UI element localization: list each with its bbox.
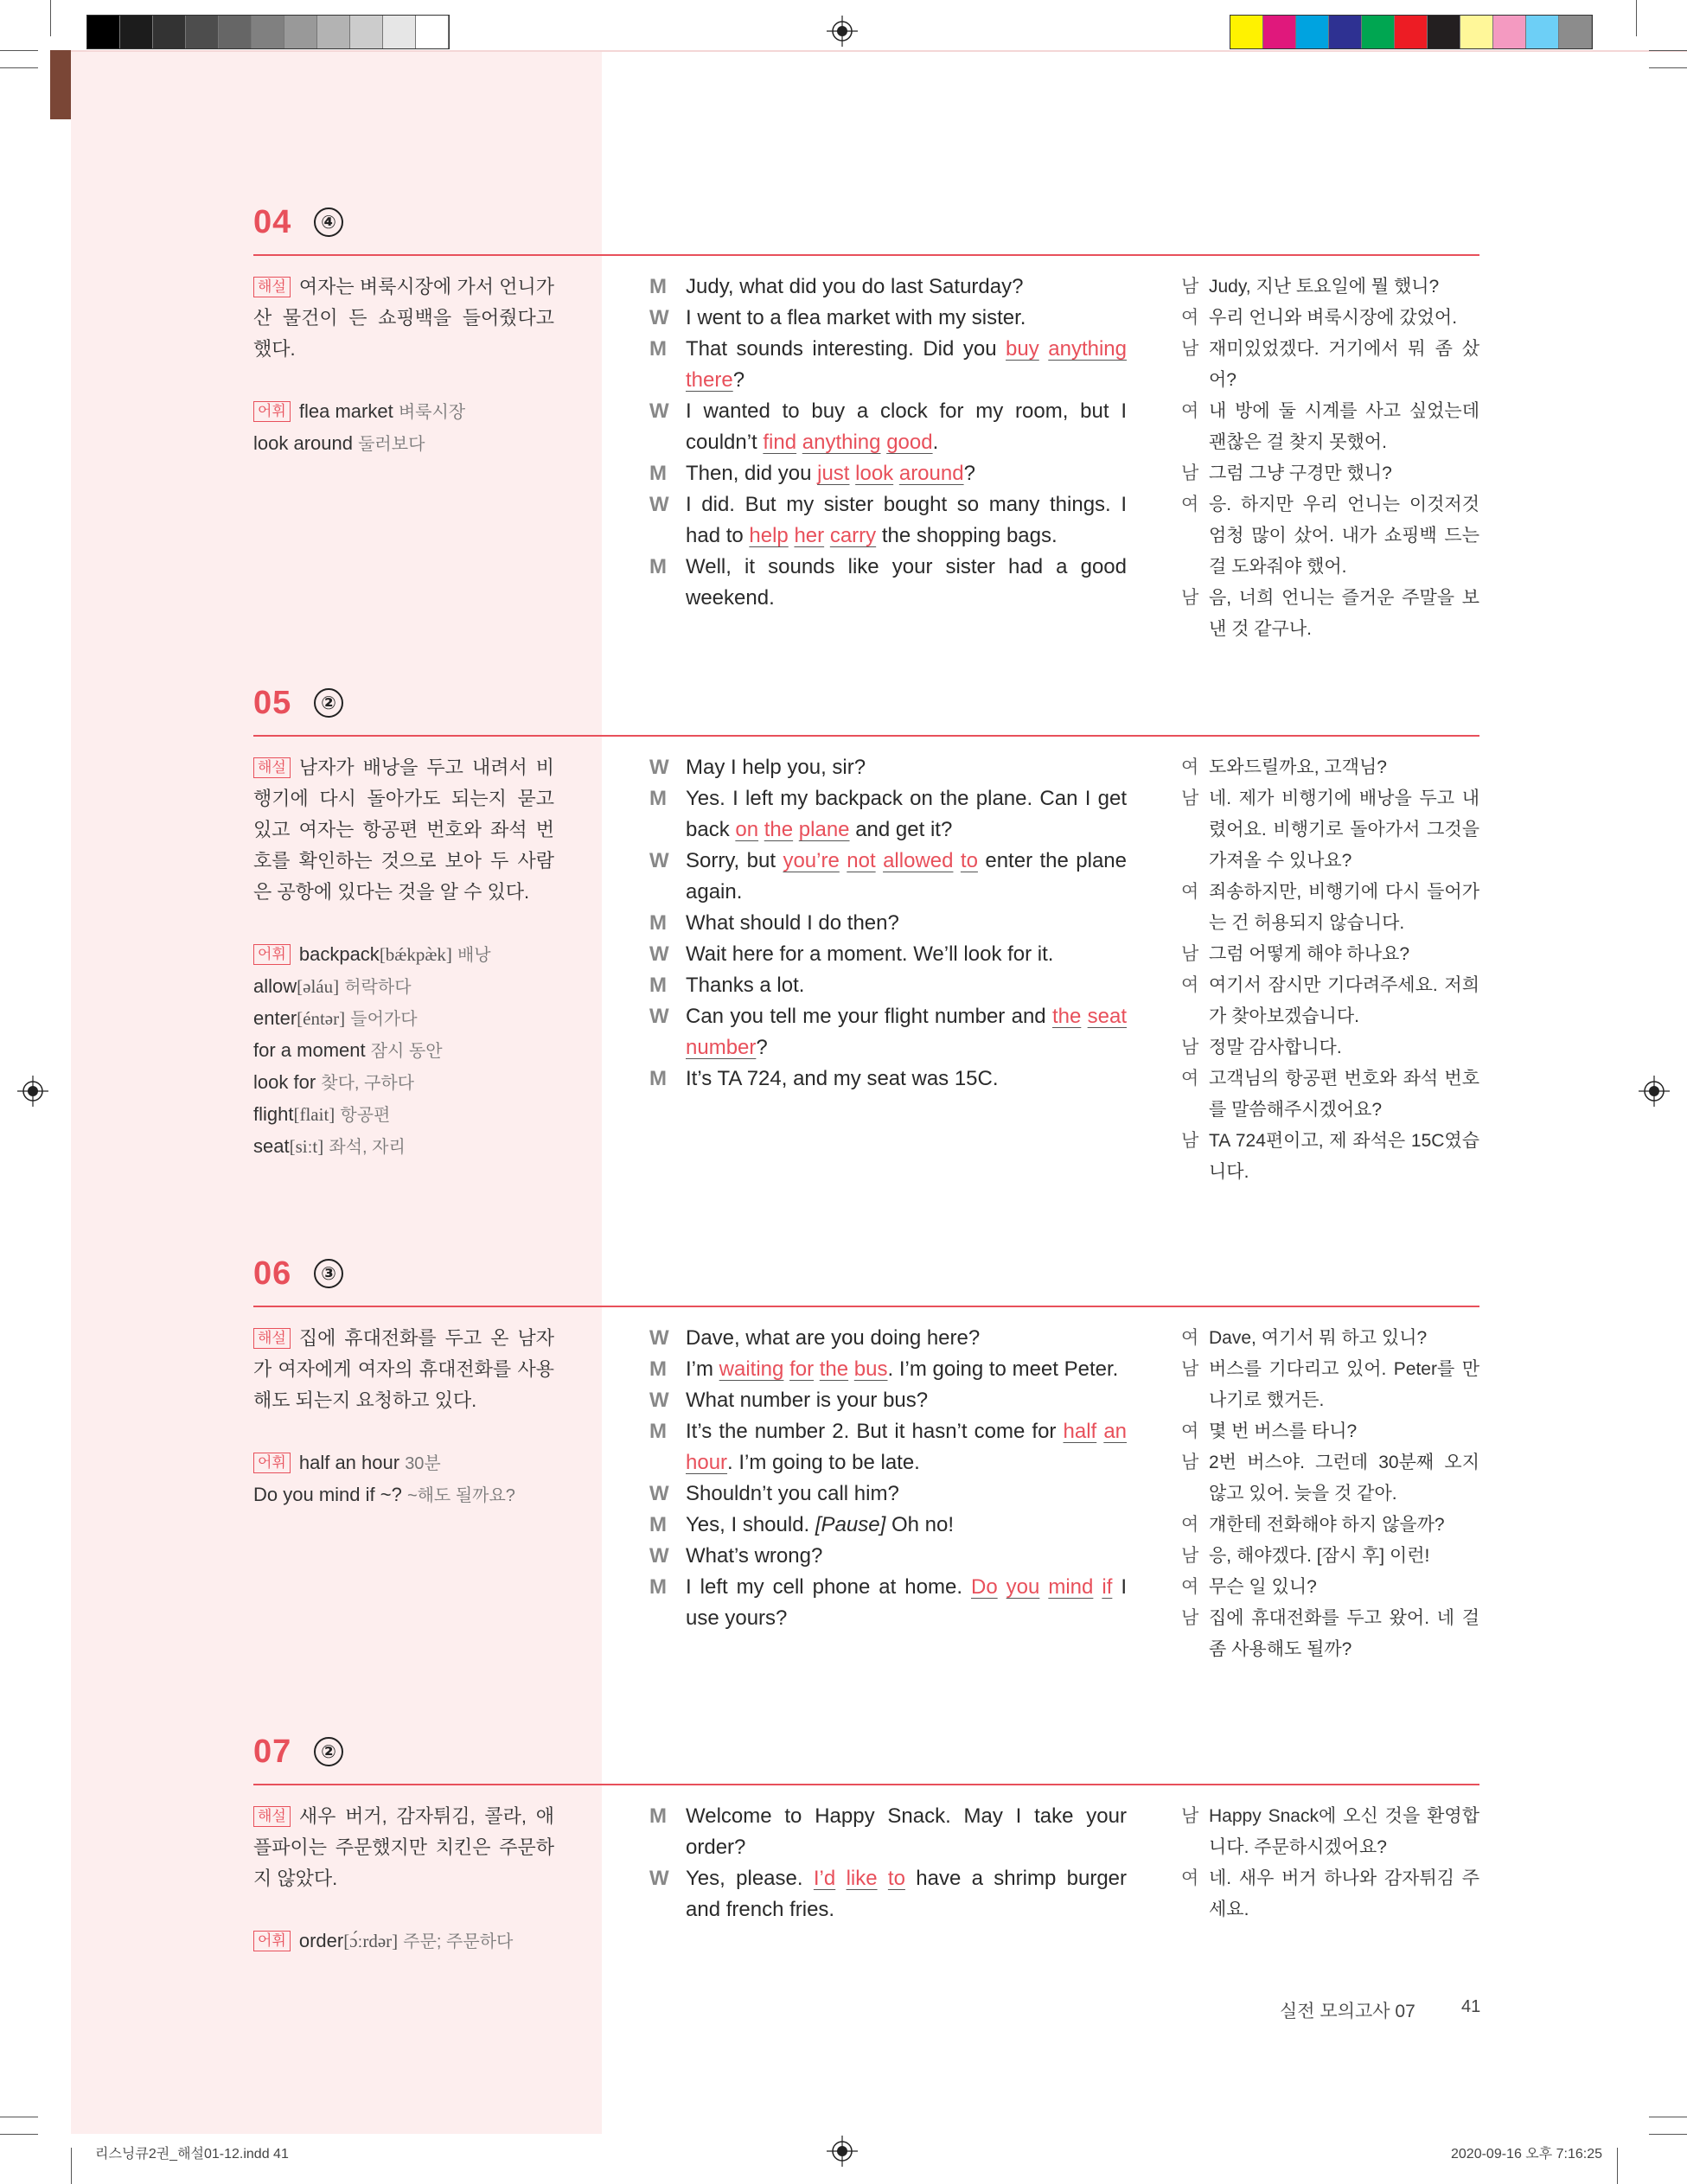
translation-speaker: 남	[1181, 339, 1199, 359]
slug-filename: 리스닝큐2권_해설01-12.indd 41	[95, 2147, 289, 2162]
vocab-gloss: 찾다, 구하다	[321, 1074, 414, 1093]
translation-speaker: 여	[1181, 975, 1199, 995]
vocab-gloss: ~해도 될까요?	[406, 1486, 515, 1505]
spacer	[253, 908, 554, 939]
translation-speaker: 남	[1181, 1546, 1199, 1566]
explanation-tag: 해설	[253, 1328, 291, 1349]
vocab-word: half an hour	[298, 1452, 400, 1473]
section-divider	[253, 1306, 1479, 1307]
explanation-column	[253, 271, 554, 460]
explanation-tag: 해설	[253, 277, 291, 297]
color-swatch	[1296, 16, 1329, 48]
vocab-gloss: 허락하다	[344, 978, 412, 997]
utterance: It’s the number 2. But it hasn’t come for half an hour. I’m going to be late.	[686, 1416, 1127, 1478]
utterance: Yes, please. I’d like to have a shrimp burger and french fries.	[686, 1863, 1127, 1925]
translation-turn	[1181, 334, 1479, 396]
speaker-label: M	[649, 1575, 667, 1599]
translation-turn	[1181, 458, 1479, 489]
vocab-word: Do you mind if ~?	[253, 1484, 402, 1505]
vocab-tag: 어휘	[253, 1453, 291, 1473]
color-swatch	[153, 16, 186, 48]
speaker-label: M	[649, 1513, 667, 1536]
answer-circle: ②	[314, 1737, 343, 1766]
translation-speaker: 남	[1181, 1131, 1199, 1151]
speaker-label: W	[649, 1482, 669, 1505]
utterance: Yes. I left my backpack on the plane. Can I get back on the plane and get it?	[686, 783, 1127, 846]
translation-turn	[1181, 1541, 1479, 1572]
vocab-word: for a moment	[253, 1039, 366, 1061]
color-swatch	[120, 16, 153, 48]
section-divider	[253, 735, 1479, 737]
explanation-text: 새우 버거, 감자튀김, 콜라, 애플파이는 주문했지만 치킨은 주문하지 않았다.	[253, 1805, 554, 1889]
translation-turn	[1181, 939, 1479, 970]
section-divider	[253, 254, 1479, 256]
translation-text: TA 724편이고, 제 좌석은 15C였습니다.	[1209, 1131, 1479, 1182]
translation-text: 집에 휴대전화를 두고 왔어. 네 걸 좀 사용해도 될까?	[1209, 1608, 1479, 1659]
answer-blank: you	[1006, 1575, 1040, 1599]
color-swatch	[1460, 16, 1493, 48]
vocab-phonetic: [bǽkpæ̀k]	[379, 944, 452, 965]
translation	[1181, 752, 1479, 1188]
answer-blank: to	[960, 849, 978, 872]
speaker-label: W	[649, 1544, 669, 1568]
answer-blank: there	[686, 368, 733, 392]
utterance: It’s TA 724, and my seat was 15C.	[686, 1067, 999, 1090]
utterance: What’s wrong?	[686, 1544, 823, 1568]
vocab-word: allow	[253, 975, 297, 997]
answer-circle: ④	[314, 208, 343, 237]
speaker-label: W	[649, 1005, 669, 1028]
translation-text: 음, 너희 언니는 즐거운 주말을 보낸 것 같구나.	[1209, 588, 1479, 639]
question-number: 05	[253, 685, 292, 721]
color-swatch	[1230, 16, 1263, 48]
vocab-entry	[253, 939, 554, 971]
explanation-column	[253, 1323, 554, 1511]
slug-date: 2020-09-16 오후 7:16:25	[1451, 2147, 1603, 2162]
color-swatch	[219, 16, 252, 48]
explanation-tag: 해설	[253, 1806, 291, 1827]
translation-turn	[1181, 1863, 1479, 1925]
utterance: Wait here for a moment. We’ll look for it.	[686, 942, 1054, 966]
color-swatch	[383, 16, 416, 48]
speaker-label: W	[649, 942, 669, 966]
speaker-label: W	[649, 1389, 669, 1412]
footer-title: 실전 모의고사 07	[1280, 2002, 1415, 2021]
speaker-label: M	[649, 275, 667, 298]
answer-blank: anything	[1048, 337, 1128, 361]
utterance: I did. But my sister bought so many things. I had to help her carry the shopping bags.	[686, 489, 1127, 552]
translation-text: 응. 하지만 우리 언니는 이것저것 엄청 많이 샀어. 내가 쇼핑백 드는 걸 도와줘야 했어.	[1209, 495, 1479, 577]
speaker-label: M	[649, 911, 667, 935]
translation-speaker: 여	[1181, 1328, 1199, 1348]
answer-circle: ②	[314, 688, 343, 718]
translation-text: 버스를 기다리고 있어. Peter를 만나기로 했거든.	[1209, 1359, 1479, 1410]
translation-turn	[1181, 1416, 1479, 1447]
translation-speaker: 여	[1181, 401, 1199, 421]
vocab-gloss: 들어가다	[350, 1010, 418, 1029]
translation-turn	[1181, 1603, 1479, 1665]
translation-turn	[1181, 1032, 1479, 1063]
answer-blank: Do	[970, 1575, 998, 1599]
answer-blank: find	[763, 431, 797, 454]
translation-turn	[1181, 1063, 1479, 1126]
answer-blank: help	[749, 524, 789, 547]
answer-blank: like	[846, 1867, 878, 1890]
answer-blank: good	[886, 431, 933, 454]
answer-blank: half	[1063, 1420, 1097, 1443]
speaker-label: W	[649, 399, 669, 423]
translation	[1181, 1801, 1479, 1925]
explanation-text: 집에 휴대전화를 두고 온 남자가 여자에게 여자의 휴대전화를 사용해도 되는지 요청하고 있다.	[253, 1327, 554, 1411]
translation-speaker: 남	[1181, 588, 1199, 608]
vocab-entry	[253, 1925, 554, 1957]
speaker-label: M	[649, 1357, 667, 1381]
speaker-label: M	[649, 787, 667, 810]
translation-speaker: 여	[1181, 882, 1199, 902]
color-swatch	[317, 16, 350, 48]
vocab-gloss: 30분	[405, 1454, 441, 1473]
translation-speaker: 남	[1181, 1038, 1199, 1057]
translation-speaker: 남	[1181, 1806, 1199, 1826]
vocab-gloss: 배낭	[457, 946, 491, 965]
explanation-column	[253, 1801, 554, 1957]
utterance: Then, did you just look around?	[686, 458, 1127, 489]
vocab-tag: 어휘	[253, 401, 291, 422]
speaker-label: M	[649, 462, 667, 485]
translation-speaker: 남	[1181, 277, 1199, 297]
translation-speaker: 여	[1181, 757, 1199, 777]
vocab-entry	[253, 1099, 554, 1131]
translation-speaker: 여	[1181, 1868, 1199, 1888]
translation-text: 정말 감사합니다.	[1209, 1038, 1342, 1057]
utterance: I wanted to buy a clock for my room, but I couldn’t find anything good.	[686, 396, 1127, 458]
translation-text: 재미있었겠다. 거기에서 뭐 좀 샀어?	[1209, 339, 1479, 390]
vocab-entry	[253, 1035, 554, 1067]
vocab-gloss: 주문; 주문하다	[403, 1932, 514, 1951]
edge-tab	[50, 50, 71, 119]
vocab-phonetic: [ɔ́ːrdər]	[343, 1931, 399, 1951]
answer-blank: buy	[1006, 337, 1039, 361]
vocab-entry	[253, 1447, 554, 1479]
translation	[1181, 1323, 1479, 1665]
translation-speaker: 여	[1181, 495, 1199, 514]
translation-text: Dave, 여기서 뭐 하고 있니?	[1209, 1328, 1428, 1348]
color-swatch	[1526, 16, 1559, 48]
answer-circle: ③	[314, 1259, 343, 1288]
question-number: 06	[253, 1255, 292, 1292]
answer-blank: on	[735, 818, 759, 841]
vocab-tag: 어휘	[253, 944, 291, 965]
answer-blank: to	[887, 1867, 905, 1890]
vocab-entry	[253, 1067, 554, 1099]
translation-text: 2번 버스야. 그런데 30분째 오지 않고 있어. 늦을 것 같아.	[1209, 1453, 1479, 1504]
utterance: May I help you, sir?	[686, 756, 866, 779]
translation-turn	[1181, 877, 1479, 939]
translation-speaker: 여	[1181, 1515, 1199, 1535]
registration-mark-icon	[17, 1076, 48, 1107]
translation-speaker: 남	[1181, 463, 1199, 483]
explanation-text: 남자가 배낭을 두고 내려서 비행기에 다시 돌아가도 되는지 묻고 있고 여자는 항공편 번호와 좌석 번호를 확인하는 것으로 보아 두 사람은 공항에 있다는 것을 알 수 있다.	[253, 757, 554, 903]
answer-blank: not	[847, 849, 876, 872]
answer-blank: the	[1051, 1005, 1082, 1028]
speaker-label: M	[649, 555, 667, 578]
color-swatch	[1493, 16, 1526, 48]
utterance: Sorry, but you’re not allowed to enter the plane again.	[686, 846, 1127, 908]
vocab-entry	[253, 1479, 554, 1511]
translation-turn	[1181, 489, 1479, 583]
vocab-gloss: 벼룩시장	[398, 403, 466, 422]
top-bleed-line	[71, 50, 1687, 52]
speaker-label: W	[649, 306, 669, 329]
translation-speaker: 여	[1181, 1577, 1199, 1597]
vocab-word: flea market	[298, 400, 393, 422]
page-number: 41	[1461, 1997, 1481, 2016]
translation-speaker: 남	[1181, 1359, 1199, 1379]
utterance: What should I do then?	[686, 911, 899, 935]
vocab-tag: 어휘	[253, 1931, 291, 1951]
registration-mark-icon	[1639, 1076, 1670, 1107]
answer-blank: bus	[853, 1357, 888, 1381]
vocab-entry	[253, 428, 554, 460]
color-swatch-bar	[1230, 15, 1593, 49]
explanation	[253, 752, 554, 908]
translation-text: 고객님의 항공편 번호와 좌석 번호를 말씀해주시겠어요?	[1209, 1069, 1479, 1120]
translation-text: 네. 새우 버거 하나와 감자튀김 주세요.	[1209, 1868, 1479, 1919]
translation-turn	[1181, 1323, 1479, 1354]
translation-text: 우리 언니와 벼룩시장에 갔었어.	[1209, 308, 1458, 328]
translation-text: 무슨 일 있니?	[1209, 1577, 1317, 1597]
translation-speaker: 남	[1181, 789, 1199, 808]
translation-text: 걔한테 전화해야 하지 않을까?	[1209, 1515, 1445, 1535]
color-swatch	[252, 16, 284, 48]
answer-blank: her	[794, 524, 825, 547]
utterance: Yes, I should. [Pause] Oh no!	[686, 1513, 954, 1536]
speaker-label: W	[649, 1326, 669, 1350]
translation-turn	[1181, 970, 1479, 1032]
answer-blank: look	[855, 462, 894, 485]
explanation	[253, 1323, 554, 1416]
speaker-label: M	[649, 1804, 667, 1828]
answer-blank: an	[1103, 1420, 1128, 1443]
spacer	[253, 1416, 554, 1447]
spacer	[253, 1894, 554, 1925]
explanation	[253, 1801, 554, 1894]
translation-turn	[1181, 1354, 1479, 1416]
translation-turn	[1181, 1510, 1479, 1541]
vocab-gloss: 좌석, 자리	[329, 1138, 406, 1157]
translation-turn	[1181, 783, 1479, 877]
answer-blank: allowed	[883, 849, 954, 872]
translation	[1181, 271, 1479, 645]
vocab-word: look around	[253, 432, 353, 454]
vocab-entry	[253, 1003, 554, 1035]
vocab-word: flight	[253, 1103, 294, 1125]
utterance: Can you tell me your flight number and the seat number?	[686, 1001, 1127, 1063]
translation-speaker: 남	[1181, 1453, 1199, 1472]
spacer	[253, 365, 554, 396]
translation-text: 죄송하지만, 비행기에 다시 들어가는 건 허용되지 않습니다.	[1209, 882, 1479, 933]
answer-blank: carry	[829, 524, 877, 547]
speaker-label: W	[649, 493, 669, 516]
answer-blank: if	[1102, 1575, 1113, 1599]
vocab-word: order	[298, 1930, 344, 1951]
answer-blank: the	[764, 818, 794, 841]
speaker-label: M	[649, 337, 667, 361]
color-swatch	[1329, 16, 1362, 48]
color-swatch	[1395, 16, 1428, 48]
answer-blank: you’re	[783, 849, 840, 872]
utterance: I went to a flea market with my sister.	[686, 306, 1026, 329]
color-swatch	[1362, 16, 1395, 48]
translation-text: Judy, 지난 토요일에 뭘 했니?	[1209, 277, 1440, 297]
translation-text: 몇 번 버스를 타니?	[1209, 1421, 1358, 1441]
vocab-gloss: 항공편	[340, 1106, 391, 1125]
answer-blank: hour	[686, 1451, 728, 1474]
color-swatch	[350, 16, 383, 48]
translation-speaker: 남	[1181, 1608, 1199, 1628]
translation-turn	[1181, 1126, 1479, 1188]
translation-turn	[1181, 271, 1479, 303]
color-swatch	[87, 16, 120, 48]
color-swatch	[1559, 16, 1592, 48]
speaker-label: M	[649, 1420, 667, 1443]
translation-turn	[1181, 583, 1479, 645]
speaker-label: W	[649, 1867, 669, 1890]
question-number: 07	[253, 1734, 292, 1770]
translation-turn	[1181, 752, 1479, 783]
vocab-entry	[253, 971, 554, 1003]
translation-text: Happy Snack에 오신 것을 환영합니다. 주문하시겠어요?	[1209, 1806, 1479, 1857]
translation-text: 여기서 잠시만 기다려주세요. 저희가 찾아보겠습니다.	[1209, 975, 1479, 1026]
color-swatch	[186, 16, 219, 48]
stage-direction: [Pause]	[815, 1513, 886, 1536]
translation-speaker: 여	[1181, 1421, 1199, 1441]
translation-turn	[1181, 1801, 1479, 1863]
answer-blank: waiting	[719, 1357, 784, 1381]
utterance: Welcome to Happy Snack. May I take your order?	[686, 1804, 1127, 1859]
speaker-label: M	[649, 974, 667, 997]
translation-speaker: 남	[1181, 944, 1199, 964]
answer-blank: plane	[798, 818, 850, 841]
color-swatch	[284, 16, 317, 48]
gray-swatch-bar	[86, 15, 450, 49]
utterance: That sounds interesting. Did you buy anything there?	[686, 334, 1127, 396]
vocab-entry	[253, 396, 554, 428]
translation-text: 그럼 그냥 구경만 했니?	[1209, 463, 1392, 483]
translation-turn	[1181, 303, 1479, 334]
speaker-label: W	[649, 756, 669, 779]
answer-blank: anything	[802, 431, 881, 454]
translation-speaker: 여	[1181, 308, 1199, 328]
section-divider	[253, 1784, 1479, 1785]
vocab-phonetic: [flait]	[293, 1104, 335, 1125]
speaker-label: M	[649, 1067, 667, 1090]
vocab-word: backpack	[298, 943, 380, 965]
answer-blank: around	[898, 462, 964, 485]
vocab-entry	[253, 1131, 554, 1163]
answer-blank: number	[686, 1036, 757, 1059]
translation-speaker: 여	[1181, 1069, 1199, 1089]
registration-mark-icon	[827, 2136, 858, 2167]
vocab-phonetic: [siːt]	[289, 1136, 324, 1157]
translation-text: 그럼 어떻게 해야 하나요?	[1209, 944, 1410, 964]
vocab-phonetic: [əláu]	[297, 976, 340, 997]
translation-text: 도와드릴까요, 고객님?	[1209, 757, 1387, 777]
utterance: Well, it sounds like your sister had a good weekend.	[686, 555, 1127, 610]
vocab-gloss: 잠시 동안	[370, 1042, 443, 1061]
answer-blank: mind	[1048, 1575, 1094, 1599]
utterance: Dave, what are you doing here?	[686, 1326, 981, 1350]
translation-turn	[1181, 1447, 1479, 1510]
translation-turn	[1181, 396, 1479, 458]
color-swatch	[416, 16, 449, 48]
explanation-tag: 해설	[253, 757, 291, 778]
utterance: What number is your bus?	[686, 1389, 929, 1412]
vocab-word: enter	[253, 1007, 297, 1029]
explanation	[253, 271, 554, 365]
utterance: Shouldn’t you call him?	[686, 1482, 899, 1505]
speaker-label: W	[649, 849, 669, 872]
vocab-phonetic: [éntər]	[297, 1008, 346, 1029]
translation-turn	[1181, 1572, 1479, 1603]
utterance: I’m waiting for the bus. I’m going to meet Peter.	[686, 1354, 1127, 1385]
utterance: I left my cell phone at home. Do you mind if I use yours?	[686, 1572, 1127, 1634]
answer-blank: seat	[1087, 1005, 1128, 1028]
explanation-column	[253, 752, 554, 1163]
color-swatch	[1428, 16, 1460, 48]
vocab-word: seat	[253, 1135, 290, 1157]
vocab-gloss: 둘러보다	[358, 435, 425, 454]
vocab-word: look for	[253, 1071, 316, 1093]
translation-text: 네. 제가 비행기에 배낭을 두고 내렸어요. 비행기로 돌아가서 그것을 가져올 수 있나요?	[1209, 789, 1479, 871]
color-swatch	[1263, 16, 1296, 48]
utterance: Thanks a lot.	[686, 974, 805, 997]
translation-text: 응, 해야겠다. [잠시 후] 이런!	[1209, 1546, 1430, 1566]
registration-mark-icon	[827, 16, 858, 47]
utterance: Judy, what did you do last Saturday?	[686, 275, 1024, 298]
question-number: 04	[253, 204, 292, 240]
explanation-text: 여자는 벼룩시장에 가서 언니가 산 물건이 든 쇼핑백을 들어줬다고 했다.	[253, 276, 554, 360]
answer-blank: I’d	[813, 1867, 836, 1890]
translation-text: 내 방에 둘 시계를 사고 싶었는데 괜찮은 걸 찾지 못했어.	[1209, 401, 1479, 452]
answer-blank: for	[789, 1357, 815, 1381]
answer-blank: just	[817, 462, 850, 485]
answer-blank: the	[819, 1357, 849, 1381]
